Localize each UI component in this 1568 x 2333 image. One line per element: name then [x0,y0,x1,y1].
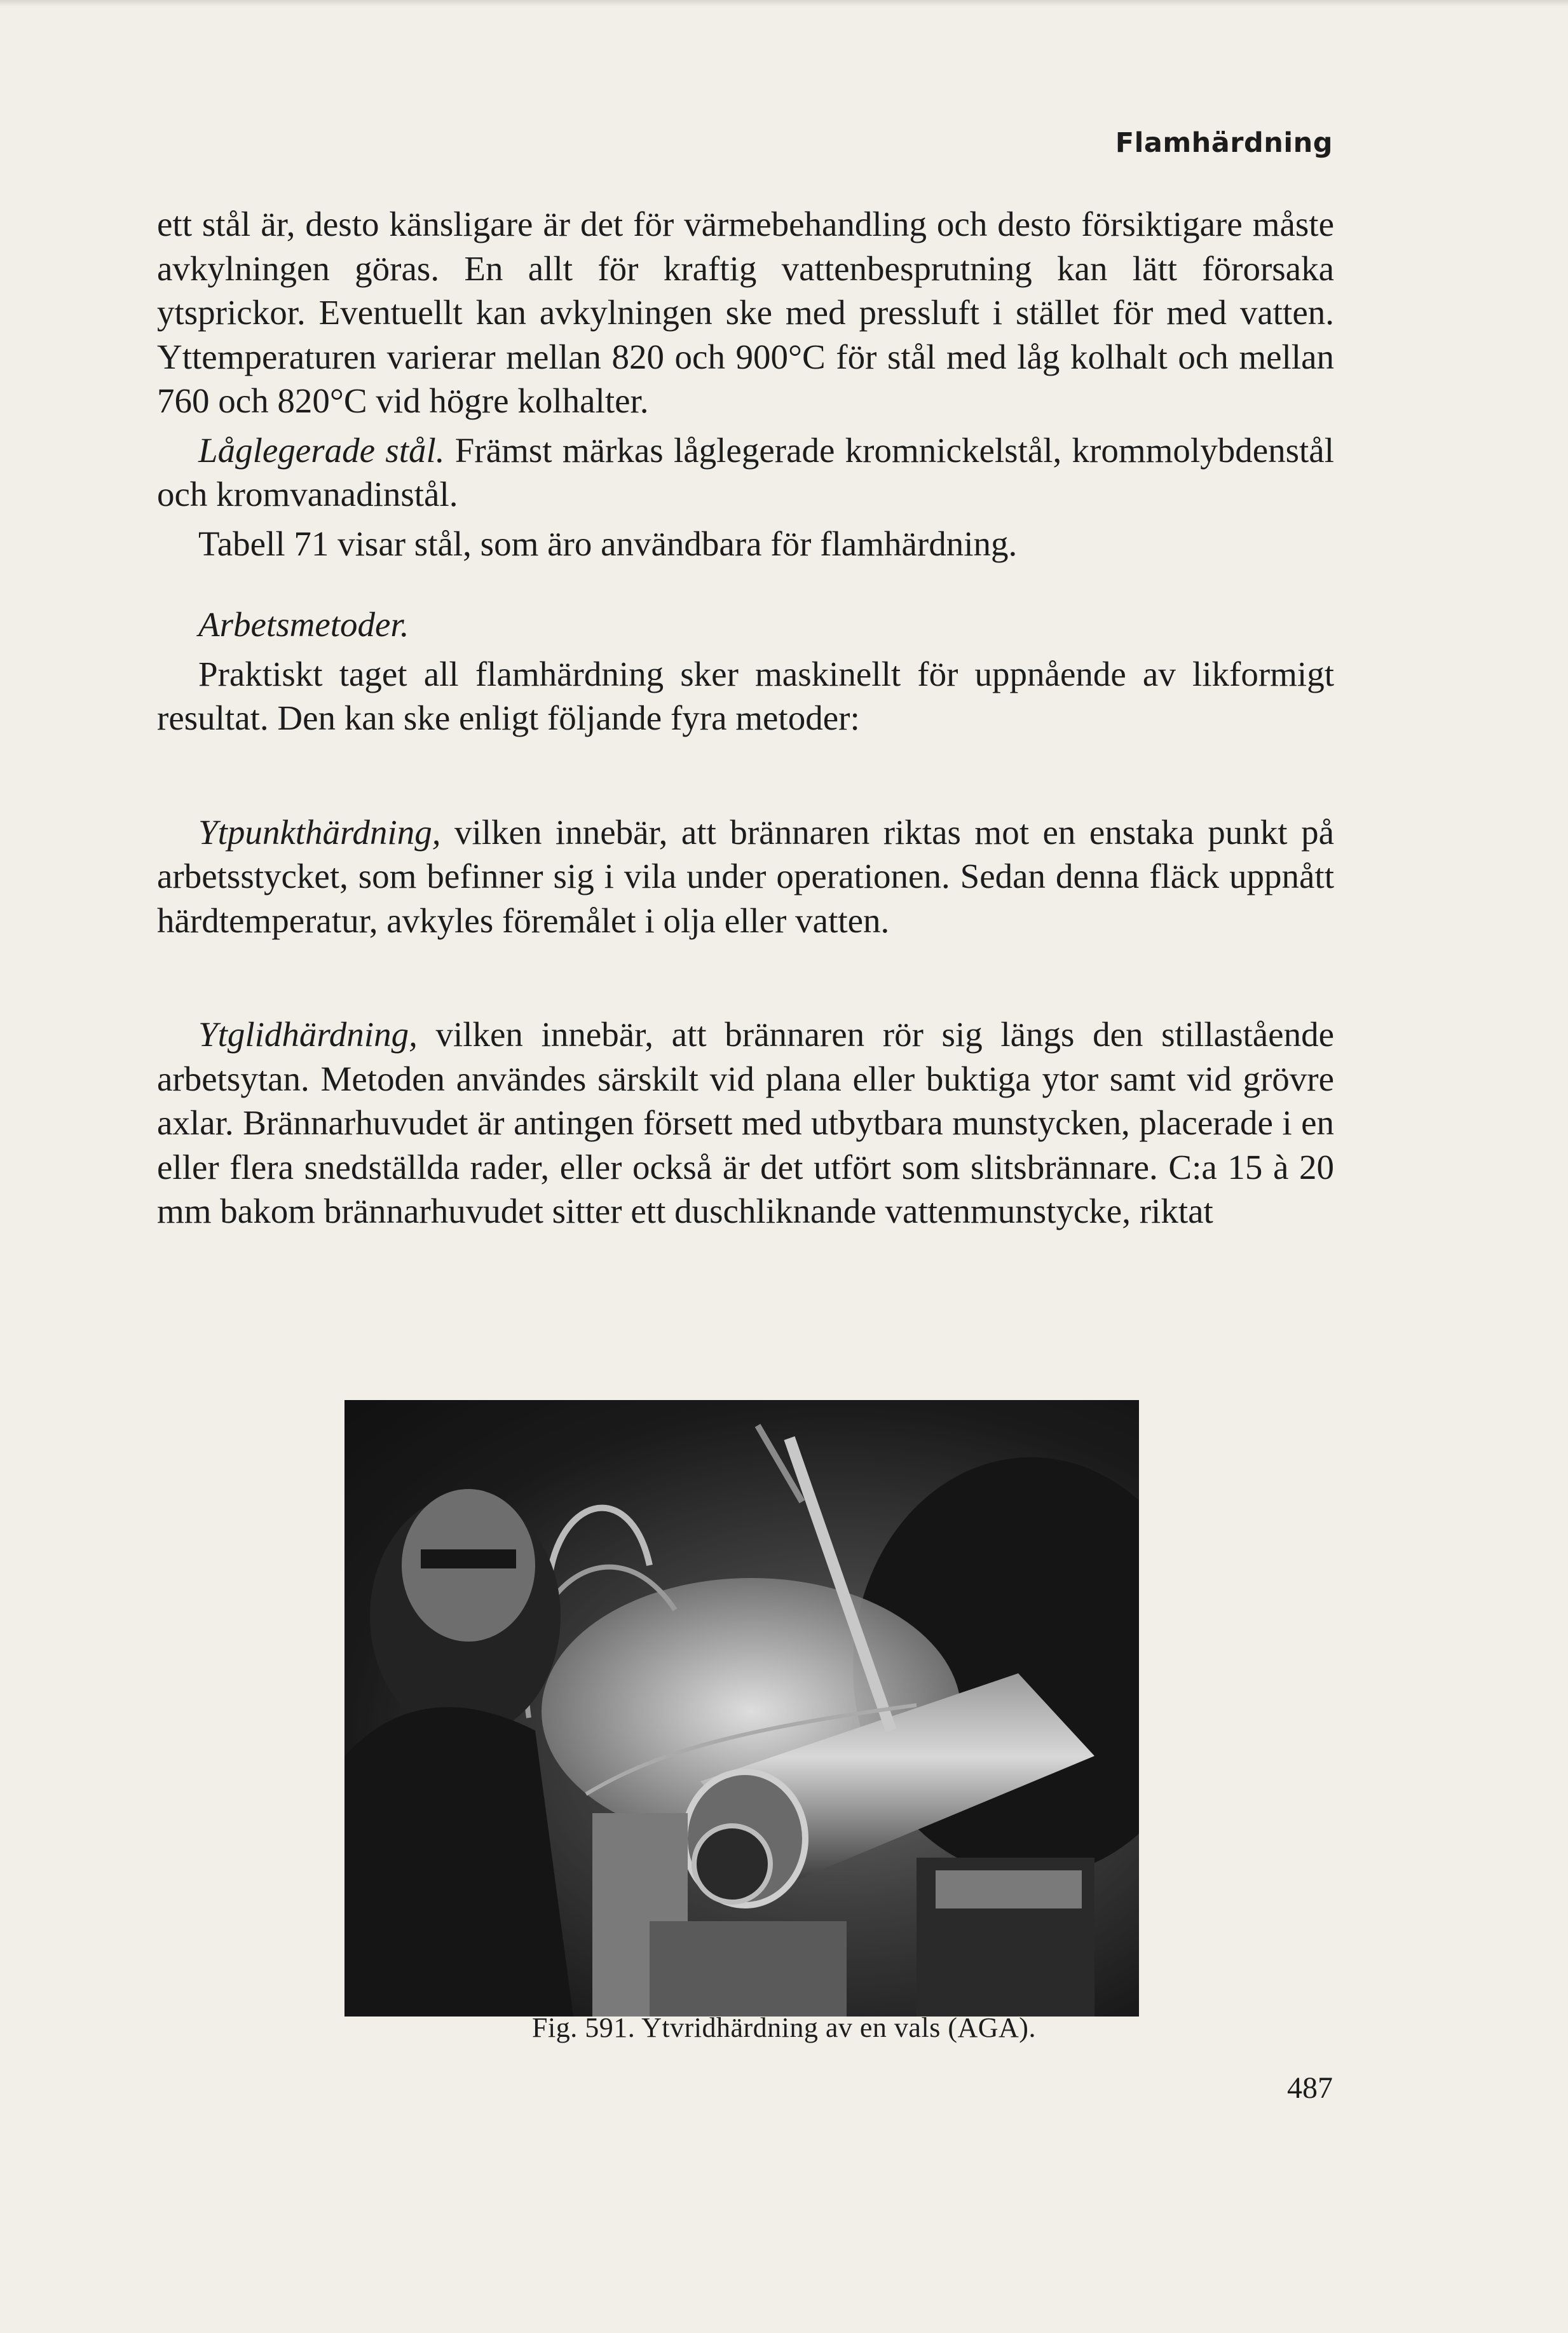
paragraph-5-lead: Ytpunkthärdning, [198,812,441,852]
paragraph-1: ett stål är, desto känsligare är det för värmebehandling och desto försiktigare måste avkylningen göras. En allt för kraftig vattenbesprutning kan lätt förorsaka ytsprickor. Eventuellt kan avkylningen ske med pressluft i stället för med vatten. Yttemperaturen varierar mellan 820 och 900°C för stål med låg kolhalt och mellan 760 och 820°C vid högre kolhalter. [157,205,1334,420]
paragraph-6 [157,1012,1334,1234]
paragraph-6-lead: Ytglidhärdning, [198,1015,418,1054]
body-text [157,202,1334,1234]
paragraph-6-text: vilken innebär, att brännaren rör sig längs den stillastående arbetsytan. Metoden användes särskilt vid plana eller buktiga ytor samt vid grövre axlar. Brännarhuvudet är antingen försett med utbytbara munstycken, placerade i en eller flera snedställda rader, eller också är det utfört som slitsbrännare. C:a 15 à 20 mm bakom brännarhuvudet sitter ett duschliknande vattenmunstycke, riktat [157,1015,1334,1230]
paragraph-3: Tabell 71 visar stål, som äro användbara för flamhärdning. [198,524,1018,563]
flame-hardening-machine-illustration [344,1400,1139,2017]
running-head: Flamhärdning [1115,127,1333,159]
paragraph-5 [157,810,1334,943]
page-number: 487 [1287,2071,1333,2105]
paragraph-2-lead: Låglegerade stål. [198,430,445,470]
subheading: Arbetsmetoder. [198,605,409,644]
paragraph-4: Praktiskt taget all flamhärdning sker maskinellt för uppnående av likformigt resultat. Den kan ske enligt följande fyra metoder: [157,654,1334,737]
paragraph-2-text: Främst märkas låglegerade kromnickelstål, krommolybdenstål och kromvanadinstål. [157,430,1335,514]
paragraph-2 [157,428,1334,517]
figure-caption: Fig. 591. Ytvridhärdning av en vals (AGA). [532,2012,1036,2043]
page-top-edge [0,0,1568,6]
paragraph-5-text: vilken innebär, att brännaren riktas mot en enstaka punkt på arbetsstycket, som befinner sig i vila under operationen. Sedan denna fläck uppnått härdtemperatur, avkyles föremålet i olja eller vatten. [157,812,1334,940]
figure-photo [344,1400,1139,2017]
